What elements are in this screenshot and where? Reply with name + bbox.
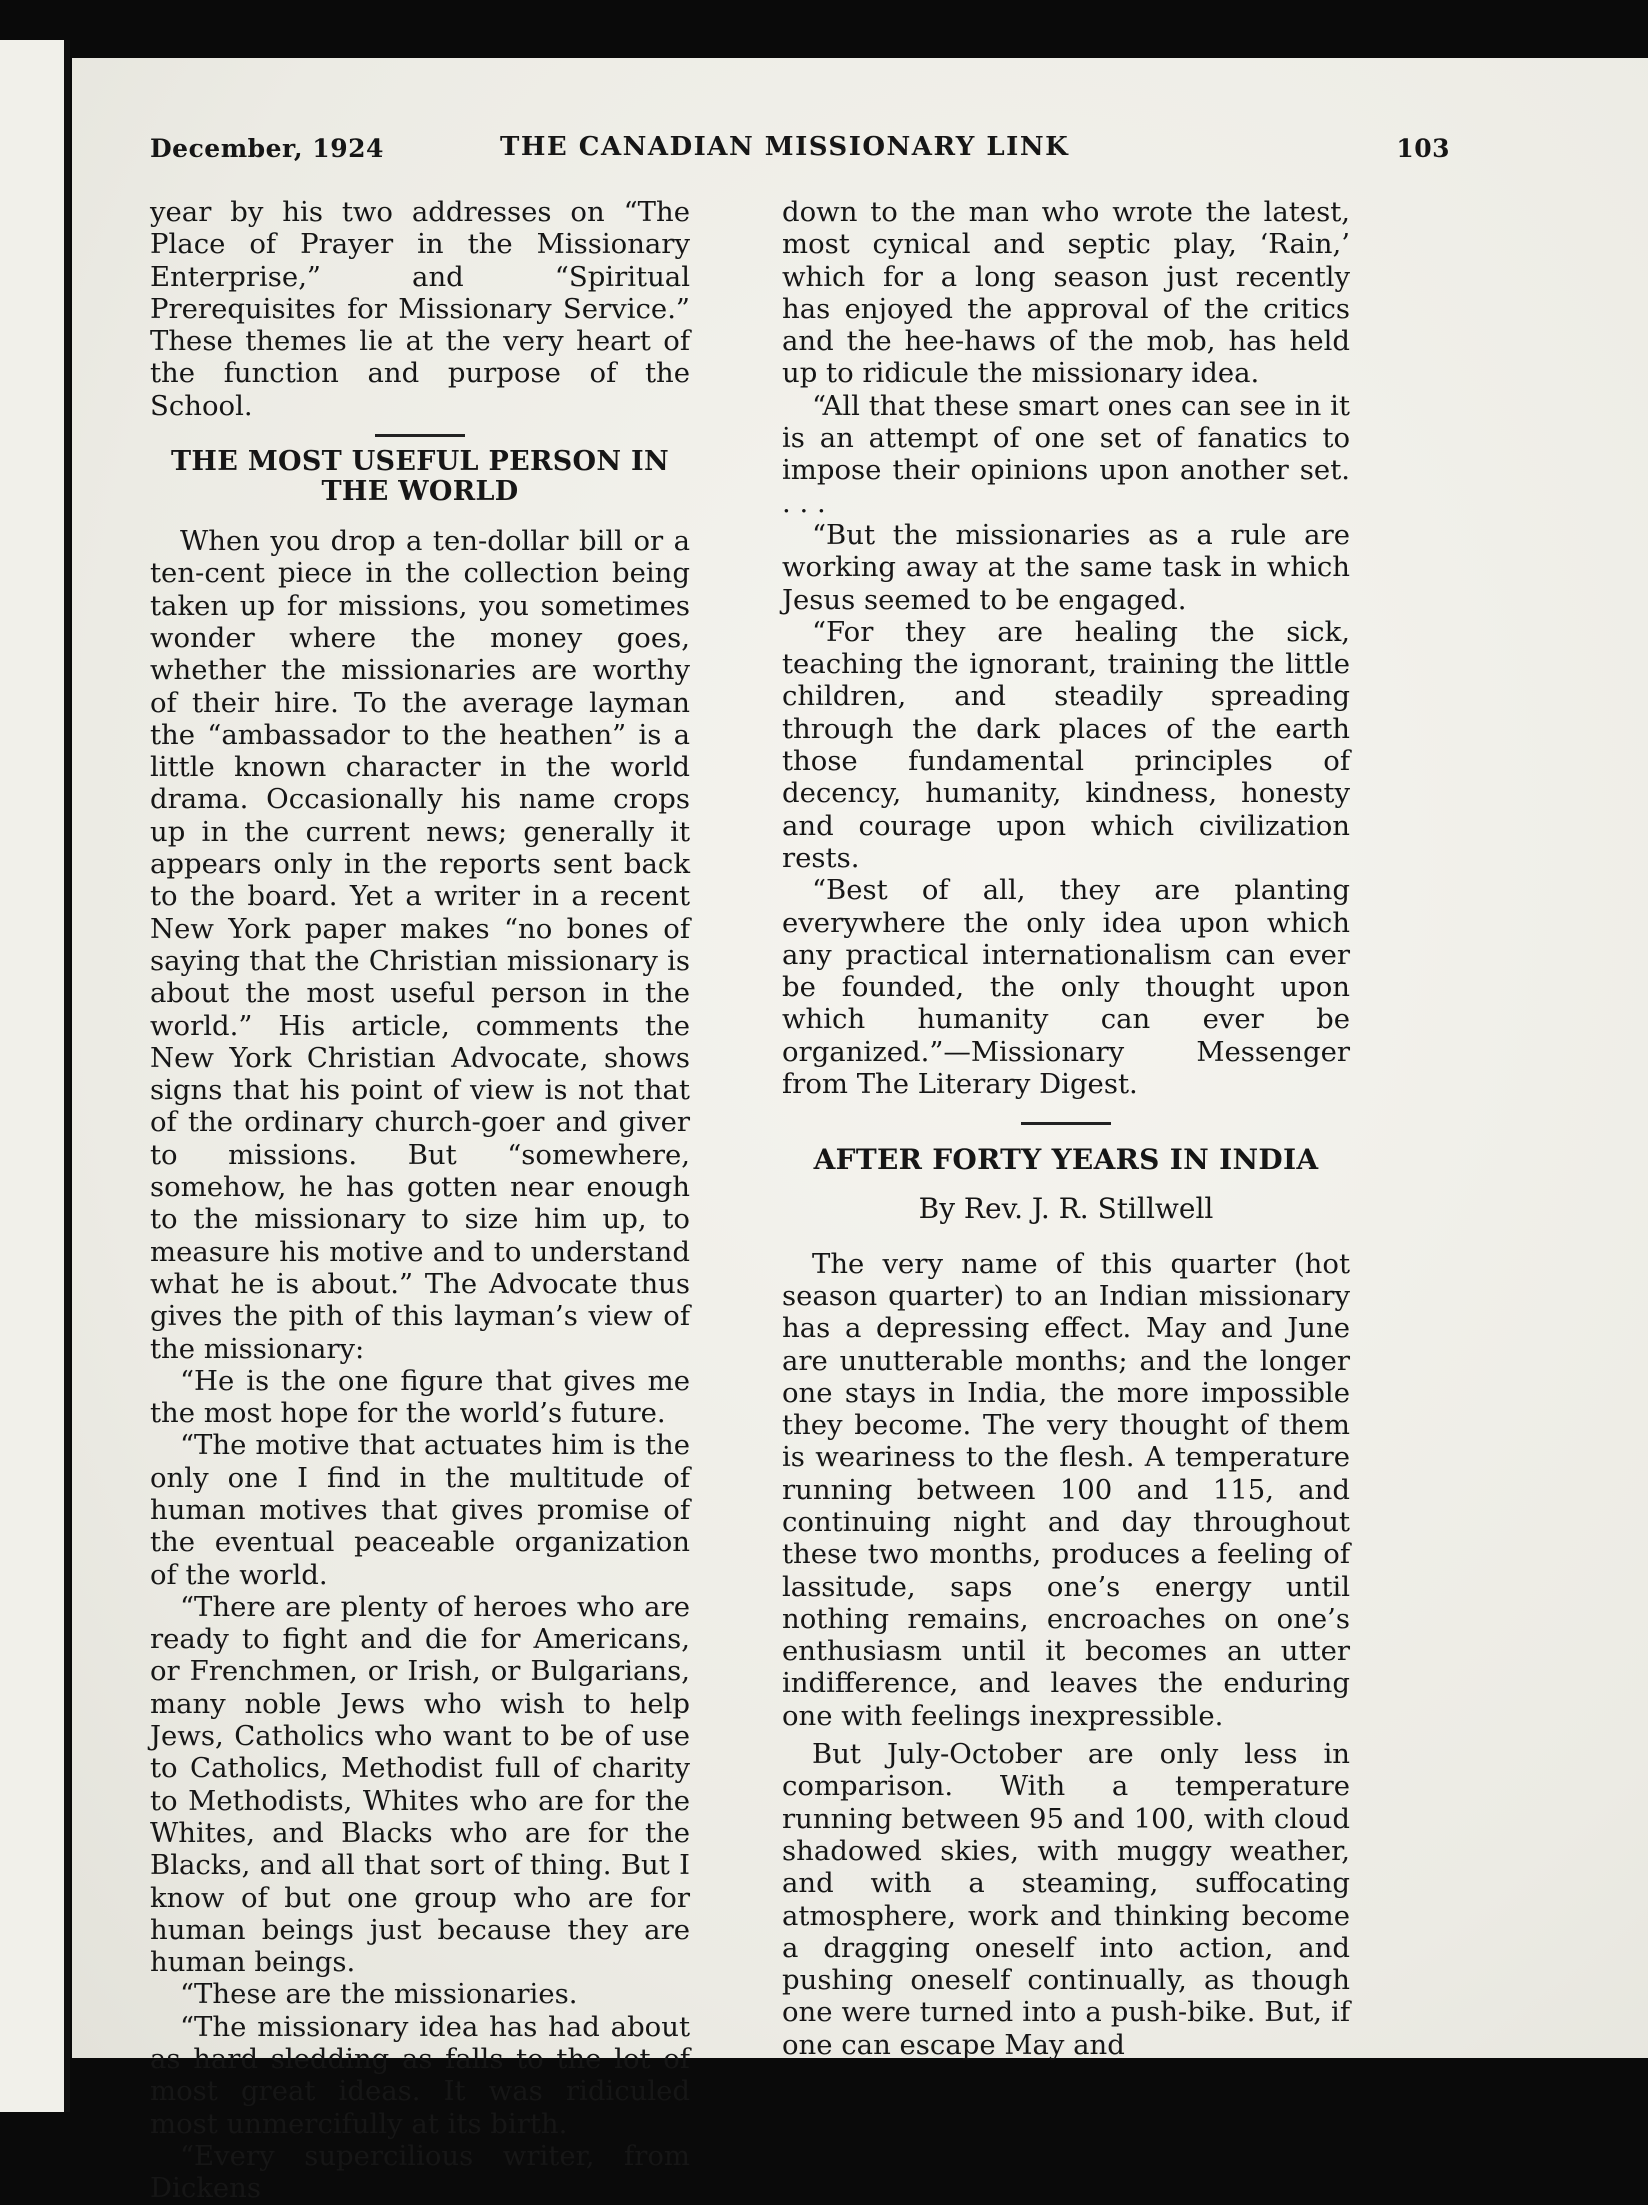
article-paragraph: But July-October are only less in comparison. With a temperature running between 95 and 100, with cloud shadowed skies, with muggy weather, and with a steaming, suffocating atmosphere, work and thinking become a dragging oneself into action, and pushing oneself continually, as though one were turned into a push-bike. But, if one can escape May and [782, 1738, 1350, 2061]
article-paragraph: “The motive that actuates him is the only one I find in the multitude of human motives that gives promise of the eventual peaceable organization of the world. [150, 1429, 690, 1591]
article-heading-most-useful-person: THE MOST USEFUL PERSON IN THE WORLD [171, 446, 669, 508]
article-paragraph: “He is the one figure that gives me the most hope for the world’s future. [150, 1364, 690, 1430]
article-paragraph: The very name of this quarter (hot season quarter) to an Indian missionary has a depressing effect. May and June are unutterable months; and the longer one stays in India, the more impossible they become. The very thought of them is weariness to the flesh. A temperature running between 100 and 115, and continuing night and day throughout these two months, produces a feeling of lassitude, saps one’s energy until nothing remains, encroaches on one’s enthusiasm until it becomes an utter indifference, and leaves the enduring one with feelings inexpressible. [782, 1247, 1350, 1732]
article-paragraph: “Every supercilious writer, from Dickens [150, 2139, 690, 2205]
right-column [782, 196, 1350, 2061]
section-divider [375, 434, 465, 437]
article-paragraph: “Best of all, they are planting everywhere the only idea upon which any practical internationalism can ever be founded, the only thought upon which humanity can ever be organized.”—Missionary Messenger from The Literary Digest. [782, 874, 1350, 1101]
article-paragraph: When you drop a ten-dollar bill or a ten-cent piece in the collection being taken up for missions, you sometimes wonder where the money goes, whether the missionaries are worthy of their hire. To the average layman the “ambassador to the heathen” is a little known character in the world drama. Occasionally his name crops up in the current news; generally it appears only in the reports sent back to the board. Yet a writer in a recent New York paper makes “no bones of saying that the Christian missionary is about the most useful person in the world.” His article, comments the New York Christian Advocate, shows signs that his point of view is not that of the ordinary church-goer and giver to missions. But “somewhere, somehow, he has gotten near enough to the missionary to size him up, to measure his motive and to understand what he is about.” The Advocate thus gives the pith of this layman’s view of the missionary: [150, 525, 690, 1365]
article-paragraph: “There are plenty of heroes who are ready to fight and die for Americans, or Frenchmen, or Irish, or Bulgarians, many noble Jews who wish to help Jews, Catholics who want to be of use to Catholics, Methodist full of charity to Methodists, Whites who are for the Whites, and Blacks who are for the Blacks, and all that sort of thing. But I know of but one group who are for human beings just because they are human beings. [150, 1590, 690, 1979]
intro-paragraph: year by his two addresses on “The Place of Prayer in the Missionary Enterprise,” and “Spiritual Prerequisites for Missionary Service.” These themes lie at the very heart of the function and purpose of the School. [150, 196, 690, 422]
issue-date: December, 1924 [150, 134, 384, 163]
article-paragraph: “These are the missionaries. [180, 1978, 578, 2011]
running-header [150, 134, 1450, 174]
left-column [150, 196, 690, 2205]
publication-title: THE CANADIAN MISSIONARY LINK [500, 132, 1070, 162]
section-divider [1021, 1122, 1111, 1125]
article-heading-after-forty-years: AFTER FORTY YEARS IN INDIA [813, 1143, 1319, 1177]
article-byline: By Rev. J. R. Stillwell [918, 1192, 1214, 1226]
article-paragraph: “All that these smart ones can see in it is an attempt of one set of fanatics to impose their opinions upon another set. . . . [782, 389, 1350, 519]
facing-page-edge [0, 40, 70, 2112]
article-paragraph: “The missionary idea has had about as hard sledding as falls to the lot of most great ideas. It was ridiculed most unmercifully at its birth. [150, 2010, 690, 2140]
article-paragraph: “But the missionaries as a rule are working away at the same task in which Jesus seemed to be engaged. [782, 518, 1350, 616]
page-number: 103 [1396, 134, 1450, 163]
article-paragraph: “For they are healing the sick, teaching the ignorant, training the little children, and steadily spreading through the dark places of the earth those fundamental principles of decency, humanity, kindness, honesty and courage upon which civilization rests. [782, 615, 1350, 874]
article-paragraph: down to the man who wrote the latest, most cynical and septic play, ‘Rain,’ which for a long season just recently has enjoyed the approval of the critics and the hee-haws of the mob, has held up to ridicule the missionary idea. [782, 196, 1350, 390]
